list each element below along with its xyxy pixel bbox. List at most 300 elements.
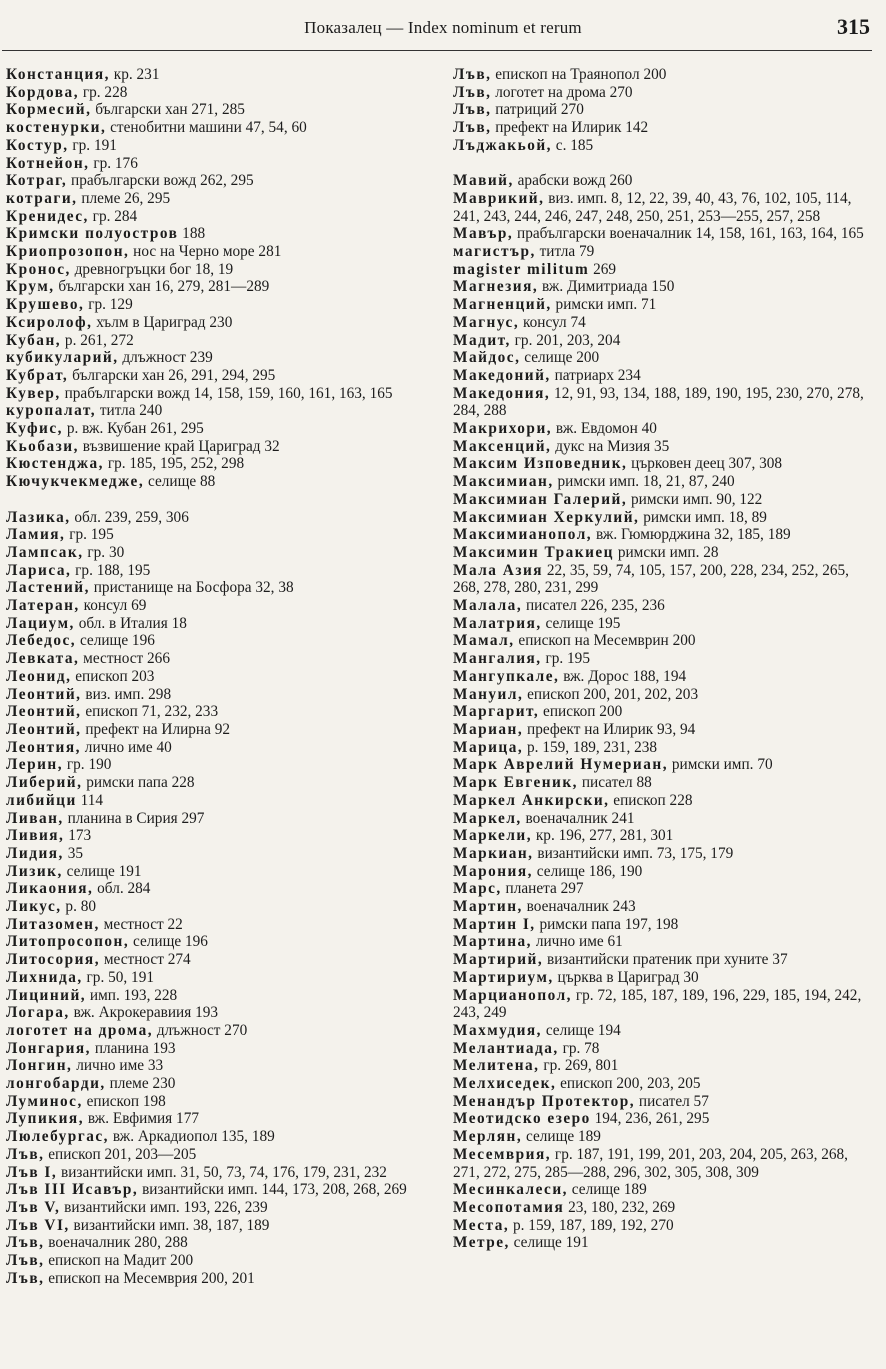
index-entry <box>6 367 426 385</box>
index-description: гр. 50, 191 <box>82 968 154 986</box>
index-entry <box>6 933 426 951</box>
index-description: гр. 195 <box>65 526 114 544</box>
index-term: Мангупкале, <box>453 667 560 685</box>
index-description: епископ 203 <box>71 667 155 685</box>
index-term: Марс, <box>453 880 502 898</box>
index-description: кр. 231 <box>109 66 160 83</box>
index-description: военачалник 280, 288 <box>44 1234 188 1252</box>
index-term: Максимин Тракиец <box>453 543 614 561</box>
index-entry <box>453 84 877 102</box>
index-term: Мавър, <box>453 225 514 243</box>
index-entry <box>453 544 877 562</box>
index-term: Леонтий, <box>6 721 82 738</box>
index-term: Лъв, <box>453 101 492 119</box>
index-term: Маркиан, <box>453 844 534 862</box>
index-description: пристанище на Босфора 32, 38 <box>89 579 294 597</box>
index-entry <box>6 155 426 173</box>
index-entry <box>6 951 426 969</box>
index-description: гр. 72, 185, 187, 189, 196, 229, 185, 194, 242, 243, 249 <box>453 986 862 1022</box>
index-entry <box>6 880 426 898</box>
index-term: кубикуларий, <box>6 349 119 367</box>
index-entry <box>6 597 426 615</box>
index-entry <box>453 101 877 119</box>
index-term: Кренидес, <box>6 207 89 225</box>
index-entry <box>453 332 877 350</box>
index-term: Крушево, <box>6 296 85 314</box>
index-term: Лъв V, <box>6 1198 61 1216</box>
index-description: римски имп. 18, 21, 87, 240 <box>553 473 735 491</box>
index-entry <box>453 509 877 527</box>
index-description: византийски имп. 73, 175, 179 <box>533 844 734 862</box>
index-description: римски имп. 18, 89 <box>639 508 767 526</box>
index-description: селище 195 <box>541 614 621 632</box>
index-term: Кормесий, <box>6 101 92 119</box>
index-entry <box>453 703 877 721</box>
index-term: Ливан, <box>6 809 64 827</box>
index-column-right <box>453 66 877 1252</box>
index-entry <box>453 491 877 509</box>
index-description: селище 189 <box>567 1181 647 1199</box>
index-description: стенобитни машини 47, 54, 60 <box>106 119 307 137</box>
index-description: префект на Илирик 93, 94 <box>523 721 696 738</box>
index-description: 188 <box>178 225 206 243</box>
index-description: р. 80 <box>61 898 97 916</box>
index-description: древногръцки бог 18, 19 <box>70 260 234 278</box>
index-term: Кувер, <box>6 384 61 402</box>
index-entry <box>453 774 877 792</box>
index-term: Лъв, <box>453 83 492 101</box>
index-description: гр. 78 <box>558 1039 600 1057</box>
index-description: селище 191 <box>509 1234 589 1252</box>
index-description: обл. 239, 259, 306 <box>70 508 189 526</box>
index-entry <box>453 1234 877 1252</box>
index-term: Литопросопон, <box>6 933 130 951</box>
index-term: Лариса, <box>6 561 72 579</box>
index-entry <box>6 296 426 314</box>
index-description: 23, 180, 232, 269 <box>564 1198 676 1216</box>
index-entry <box>453 562 877 597</box>
index-term: Констанция, <box>6 66 110 83</box>
index-entry <box>6 420 426 438</box>
index-description: нос на Черно море 281 <box>129 243 282 261</box>
index-term: Мартин I, <box>453 915 536 933</box>
index-entry <box>453 792 877 810</box>
index-entry <box>6 544 426 562</box>
index-entry <box>6 810 426 828</box>
index-description: писател 57 <box>635 1092 709 1110</box>
index-description: р. 159, 187, 189, 192, 270 <box>509 1216 674 1234</box>
index-term: Леонид, <box>6 667 72 685</box>
index-entry <box>453 1093 877 1111</box>
index-term: Махмудия, <box>453 1021 542 1039</box>
index-entry <box>453 863 877 881</box>
index-description: военачалник 243 <box>522 898 636 916</box>
index-description: прабългарски вожд 262, 295 <box>67 172 254 190</box>
index-entry <box>6 1217 426 1235</box>
index-term: Мануил, <box>453 685 524 703</box>
index-entry <box>453 1075 877 1093</box>
index-term: Малатрия, <box>453 614 542 632</box>
index-description: епископ на Месемврин 200 <box>514 632 696 650</box>
index-description: византийски имп. 38, 187, 189 <box>69 1216 270 1234</box>
index-description: вж. Гюмюрджина 32, 185, 189 <box>592 526 791 544</box>
index-description: епископ 201, 203—205 <box>44 1145 197 1163</box>
index-term: Котраг, <box>6 172 68 190</box>
index-description: титла 240 <box>96 402 163 420</box>
index-term: Лъв VI, <box>6 1216 70 1234</box>
index-entry <box>453 1110 877 1128</box>
index-description: епископ 198 <box>82 1092 166 1110</box>
index-entry <box>6 668 426 686</box>
index-entry <box>6 119 426 137</box>
index-description: местност 274 <box>100 951 191 969</box>
index-entry <box>453 615 877 633</box>
index-term: Месопотамия <box>453 1198 565 1216</box>
index-description: 22, 35, 59, 74, 105, 157, 200, 228, 234, 252, 265, 268, 278, 280, 231, 299 <box>453 561 849 597</box>
index-entry <box>453 119 877 137</box>
index-term: Месемврия, <box>453 1145 552 1163</box>
index-entry <box>6 101 426 119</box>
index-term: Максенций, <box>453 437 552 455</box>
index-term: Маркели, <box>453 827 533 845</box>
index-description: хълм в Цариград 230 <box>92 313 233 331</box>
index-column-left <box>6 66 426 1288</box>
index-term: логотет на дрома, <box>6 1021 154 1039</box>
index-description: планета 297 <box>501 880 584 898</box>
index-term: Марония, <box>453 862 533 880</box>
index-term: Кримски полуостров <box>6 225 179 243</box>
index-description: селище 88 <box>144 473 216 491</box>
index-description: патриарх 234 <box>550 366 641 384</box>
index-entry <box>6 898 426 916</box>
index-term: Лерин, <box>6 756 64 774</box>
index-term: Куфис, <box>6 420 63 438</box>
index-description: епископ на Траянопол 200 <box>491 66 667 83</box>
index-term: Магнезия, <box>453 278 539 296</box>
index-description: византийски имп. 31, 50, 73, 74, 176, 179, 231, 232 <box>57 1163 387 1181</box>
index-term: Майдос, <box>453 349 521 367</box>
index-entry <box>453 987 877 1022</box>
index-entry <box>6 739 426 757</box>
index-description: префект на Илирна 92 <box>81 721 231 738</box>
index-entry <box>453 1199 877 1217</box>
index-entry <box>6 1057 426 1075</box>
index-entry <box>453 969 877 987</box>
index-description: византийски имп. 193, 226, 239 <box>60 1198 268 1216</box>
index-entry <box>6 314 426 332</box>
index-entry <box>6 756 426 774</box>
index-entry <box>453 278 877 296</box>
index-entry <box>453 1040 877 1058</box>
index-term: Мариан, <box>453 721 524 738</box>
index-entry <box>6 1252 426 1270</box>
header-rule <box>2 50 872 51</box>
index-description: консул 74 <box>519 313 586 331</box>
index-description: вж. Евдомон 40 <box>552 420 657 438</box>
index-description: 35 <box>63 844 83 862</box>
index-term: магистър, <box>453 243 536 261</box>
index-description: църква в Цариград 30 <box>553 968 699 986</box>
index-term: Марцианопол, <box>453 986 572 1004</box>
index-term: Лонгария, <box>6 1039 91 1057</box>
index-term: Мартирий, <box>453 951 544 969</box>
index-description: епископ 200, 203, 205 <box>556 1075 701 1093</box>
index-description: гр. 129 <box>84 296 133 314</box>
index-term: Максимиан Галерий, <box>453 490 628 508</box>
index-term: Лъв III Исавър, <box>6 1181 139 1199</box>
index-description: гр. 176 <box>89 154 138 172</box>
index-term: Лъв, <box>6 1269 45 1287</box>
index-term: Лихнида, <box>6 968 83 986</box>
index-entry <box>453 686 877 704</box>
index-entry <box>6 1234 426 1252</box>
index-description: вж. Акрокеравиия 193 <box>69 1004 219 1022</box>
index-entry <box>6 987 426 1005</box>
index-description: р. вж. Кубан 261, 295 <box>63 420 204 438</box>
index-entry <box>6 1075 426 1093</box>
index-description: епископ на Месемврия 200, 201 <box>44 1269 255 1287</box>
index-term: Лъв I, <box>6 1163 58 1181</box>
index-entry <box>453 721 877 739</box>
index-entry <box>6 827 426 845</box>
index-term: Литосория, <box>6 951 101 969</box>
index-description: префект на Илирик 142 <box>491 119 649 137</box>
index-term: Леонтий, <box>6 685 82 703</box>
index-description: селище 191 <box>62 862 142 880</box>
index-description: гр. 269, 801 <box>539 1057 619 1075</box>
index-description: селище 200 <box>520 349 600 367</box>
index-term: Мавий, <box>453 172 514 190</box>
index-term: Криопрозопон, <box>6 243 130 261</box>
index-entry <box>453 473 877 491</box>
index-term: Котнейон, <box>6 154 90 172</box>
index-description: български хан 271, 285 <box>91 101 245 119</box>
index-term: Ластений, <box>6 579 90 597</box>
index-term: Мангалия, <box>453 650 542 668</box>
index-term: Метре, <box>453 1234 510 1252</box>
index-description: селище 186, 190 <box>532 862 643 880</box>
index-entry <box>453 1022 877 1040</box>
index-description: лично име 40 <box>80 738 172 756</box>
index-term: Лидия, <box>6 844 64 862</box>
index-term: Марица, <box>453 738 524 756</box>
index-term: Мамал, <box>453 632 515 650</box>
index-entry <box>453 438 877 456</box>
index-entry <box>453 526 877 544</box>
index-description: писател 226, 235, 236 <box>522 597 665 615</box>
index-entry <box>6 863 426 881</box>
index-term: Магненций, <box>453 296 552 314</box>
index-term: Лъв, <box>453 66 492 83</box>
index-term: Марк Евгеник, <box>453 774 578 792</box>
index-entry <box>453 455 877 473</box>
index-entry <box>453 668 877 686</box>
index-entry <box>6 774 426 792</box>
index-term: Мартин, <box>453 898 523 916</box>
index-term: Магнус, <box>453 313 520 331</box>
index-description: 173 <box>64 827 92 845</box>
index-term: Ливия, <box>6 827 65 845</box>
index-term: Максим Изповедник, <box>453 455 628 473</box>
index-description: обл. в Италия 18 <box>74 614 187 632</box>
index-term: Логара, <box>6 1004 70 1022</box>
index-term: Мартириум, <box>453 968 554 986</box>
index-entry <box>453 137 877 155</box>
index-entry <box>6 278 426 296</box>
index-term: Места, <box>453 1216 510 1234</box>
index-description: писател 88 <box>578 774 652 792</box>
index-term: Мадит, <box>453 331 511 349</box>
index-description: логотет на дрома 270 <box>491 83 633 101</box>
index-term: Леонтий, <box>6 703 82 721</box>
index-description: селище 189 <box>522 1128 601 1146</box>
index-description: 114 <box>76 791 104 809</box>
index-description: вж. Евфимия 177 <box>84 1110 199 1128</box>
index-entry <box>6 845 426 863</box>
index-description: римски имп. 70 <box>668 756 773 774</box>
index-entry <box>453 1146 877 1181</box>
index-entry <box>453 243 877 261</box>
index-entry <box>6 969 426 987</box>
index-description: обл. 284 <box>93 880 151 898</box>
index-term: Латеран, <box>6 597 80 615</box>
running-title: Показалец — Index nominum et rerum <box>304 18 582 37</box>
index-entry <box>6 402 426 420</box>
index-term: Лъв, <box>6 1252 45 1270</box>
index-description: епископ 200, 201, 202, 203 <box>523 685 699 703</box>
index-entry <box>453 845 877 863</box>
index-description: племе 26, 295 <box>77 189 171 207</box>
index-entry <box>6 916 426 934</box>
index-description: 12, 91, 93, 134, 188, 189, 190, 195, 230, 270, 278, 284, 288 <box>453 384 864 420</box>
index-entry <box>6 261 426 279</box>
index-term: magister militum <box>453 260 590 278</box>
index-term: Ксиролоф, <box>6 313 93 331</box>
index-term: Костур, <box>6 136 69 154</box>
index-description: прабългарски вожд 14, 158, 159, 160, 161, 163, 165 <box>60 384 393 402</box>
index-description: гр. 185, 195, 252, 298 <box>104 455 245 473</box>
index-term: либийци <box>6 791 77 809</box>
index-term: Лебедос, <box>6 632 77 650</box>
index-entry <box>453 880 877 898</box>
index-entry <box>453 1181 877 1199</box>
index-entry <box>6 721 426 739</box>
index-description: епископ на Мадит 200 <box>44 1252 194 1270</box>
index-description: длъжност 270 <box>153 1021 248 1039</box>
index-term: Кронос, <box>6 260 71 278</box>
index-description: епископ 200 <box>539 703 623 721</box>
index-description: планина в Сирия 297 <box>63 809 205 827</box>
index-description: византийски пратеник при хуните 37 <box>543 951 788 969</box>
index-description: р. 159, 189, 231, 238 <box>523 738 658 756</box>
index-entry <box>453 951 877 969</box>
index-entry <box>6 1022 426 1040</box>
index-entry <box>453 650 877 668</box>
index-description: гр. 228 <box>79 83 128 101</box>
index-description: гр. 201, 203, 204 <box>510 331 621 349</box>
index-term: Лазика, <box>6 508 71 526</box>
index-entry <box>453 296 877 314</box>
index-description: църковен деец 307, 308 <box>627 455 783 473</box>
index-term: Лъв, <box>453 119 492 137</box>
index-term: Меотидско езеро <box>453 1110 591 1128</box>
index-entry <box>6 137 426 155</box>
index-description: кр. 196, 277, 281, 301 <box>532 827 674 845</box>
index-description: вж. Аркадиопол 135, 189 <box>109 1128 275 1146</box>
section-gap <box>6 491 426 509</box>
index-term: Мала Азия <box>453 561 544 579</box>
index-term: Кубрат, <box>6 366 69 384</box>
index-entry <box>6 703 426 721</box>
index-entry <box>6 190 426 208</box>
index-description: гр. 284 <box>88 207 138 225</box>
index-term: Максимиан Херкулий, <box>453 508 640 526</box>
index-entry <box>453 916 877 934</box>
index-description: гр. 190 <box>63 756 112 774</box>
index-entry <box>6 208 426 226</box>
index-description: епископ 228 <box>609 791 693 809</box>
index-term: Македоний, <box>453 366 551 384</box>
index-entry <box>6 579 426 597</box>
index-entry <box>6 1199 426 1217</box>
index-term: Менандър Протектор, <box>453 1092 636 1110</box>
index-description: римски имп. 90, 122 <box>627 490 763 508</box>
index-term: Македония, <box>453 384 551 402</box>
index-term: Маргарит, <box>453 703 540 721</box>
index-description: патриций 270 <box>491 101 584 119</box>
index-entry <box>6 385 426 403</box>
index-term: Мелантиада, <box>453 1039 559 1057</box>
index-entry <box>453 385 877 420</box>
index-description: римски имп. 28 <box>614 543 719 561</box>
index-description: дукс на Мизия 35 <box>551 437 670 455</box>
index-term: Кордова, <box>6 83 80 101</box>
index-description: гр. 191 <box>68 136 117 154</box>
index-description: български хан 26, 291, 294, 295 <box>68 366 276 384</box>
index-entry <box>6 792 426 810</box>
index-term: Маркел, <box>453 809 522 827</box>
index-term: Малала, <box>453 597 523 615</box>
index-entry <box>453 66 877 84</box>
index-description: български хан 16, 279, 281—289 <box>54 278 270 296</box>
index-term: Кьобази, <box>6 437 79 455</box>
index-term: Лонгин, <box>6 1057 73 1075</box>
index-entry <box>6 455 426 473</box>
index-term: Мартина, <box>453 933 533 951</box>
index-description: с. 185 <box>551 136 594 154</box>
index-description: прабългарски военачалник 14, 158, 161, 163, 164, 165 <box>513 225 864 243</box>
index-term: Макрихори, <box>453 420 553 438</box>
index-description: 194, 236, 261, 295 <box>590 1110 710 1128</box>
index-description: гр. 187, 191, 199, 201, 203, 204, 205, 263, 268, 271, 272, 275, 285—288, 296, 302, 305, 308, 309 <box>453 1145 849 1181</box>
index-description: селище 196 <box>76 632 155 650</box>
index-description: вж. Димитриада 150 <box>538 278 675 296</box>
index-description: арабски вожд 260 <box>513 172 633 190</box>
index-entry <box>6 1093 426 1111</box>
index-entry <box>6 1181 426 1199</box>
index-description: виз. имп. 298 <box>81 685 172 703</box>
index-entry <box>453 632 877 650</box>
index-entry <box>453 1217 877 1235</box>
index-entry <box>6 632 426 650</box>
index-entry <box>6 1040 426 1058</box>
index-entry <box>453 810 877 828</box>
index-term: Кюстенджа, <box>6 455 104 473</box>
index-entry <box>453 933 877 951</box>
index-term: котраги, <box>6 189 78 207</box>
index-term: Лампсак, <box>6 543 84 561</box>
index-term: Лациум, <box>6 614 75 632</box>
